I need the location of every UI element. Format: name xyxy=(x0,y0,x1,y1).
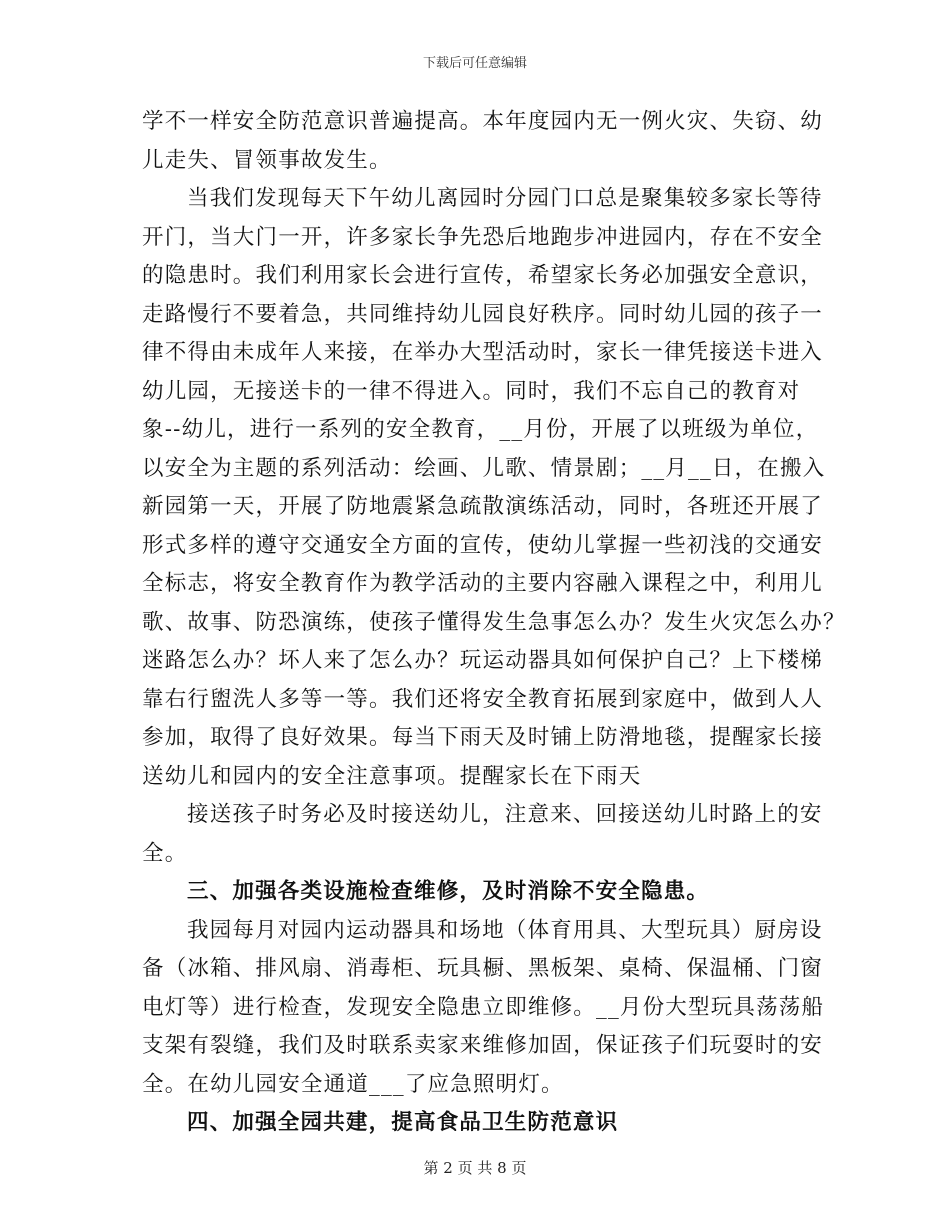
paragraph-line: 以安全为主题的系列活动：绘画、儿歌、情景剧；__月__日，在搬入 xyxy=(142,455,826,481)
section-heading: 三、加强各类设施检查维修，及时消除不安全隐患。 xyxy=(187,879,710,904)
paragraph-line: 当我们发现每天下午幼儿离园时分园门口总是聚集较多家长等待 xyxy=(187,186,823,211)
paragraph-line: 送幼儿和园内的安全注意事项。提醒家长在下雨天 xyxy=(142,763,642,789)
paragraph-line: 走路慢行不要着急，共同维持幼儿园良好秩序。同时幼儿园的孩子一 xyxy=(142,301,824,327)
paragraph-line: 迷路怎么办？坏人来了怎么办？玩运动器具如何保护自己？上下楼梯 xyxy=(142,648,824,673)
paragraph-line: 象--幼儿，进行一系列的安全教育，__月份，开展了以班级为单位， xyxy=(142,417,819,442)
paragraph-line: 全标志，将安全教育作为教学活动的主要内容融入课程之中，利用儿 xyxy=(142,571,824,596)
paragraph-line: 备（冰箱、排风扇、消毒柜、玩具橱、黑板架、桌椅、保温桶、门窗 xyxy=(142,956,824,981)
paragraph-line: 靠右行盥洗人多等一等。我们还将安全教育拓展到家庭中，做到人人 xyxy=(142,686,824,712)
page-header: 下载后可任意编辑 xyxy=(422,56,527,71)
paragraph-line: 电灯等）进行检查，发现安全隐患立即维修。__月份大型玩具荡荡船 xyxy=(142,994,825,1020)
paragraph-line: 开门，当大门一开，许多家长争先恐后地跑步冲进园内，存在不安全 xyxy=(142,224,824,250)
paragraph-line: 接送孩子时务必及时接送幼儿，注意来、回接送幼儿时路上的安 xyxy=(187,802,823,827)
paragraph-line: 支架有裂缝，我们及时联系卖家来维修加固，保证孩子们玩耍时的安 xyxy=(142,1033,824,1058)
paragraph-line: 新园第一天，开展了防地震紧急疏散演练活动，同时，各班还开展了 xyxy=(142,494,824,519)
paragraph-line: 儿走失、冒领事故发生。 xyxy=(142,147,392,173)
page-footer: 第 2 页 共 8 页 xyxy=(423,1159,527,1177)
paragraph-line: 歌、故事、防恐演练，使孩子懂得发生急事怎么办？发生火灾怎么办？ xyxy=(142,609,846,635)
paragraph-line: 的隐患时。我们利用家长会进行宣传，希望家长务必加强安全意识， xyxy=(142,263,824,288)
paragraph-line: 我园每月对园内运动器具和场地（体育用具、大型玩具）厨房设 xyxy=(187,917,823,943)
paragraph-line: 律不得由未成年人来接，在举办大型活动时，家长一律凭接送卡进入 xyxy=(142,340,824,365)
paragraph-line: 幼儿园，无接送卡的一律不得进入。同时，我们不忘自己的教育对 xyxy=(142,378,801,404)
paragraph-line: 学不一样安全防范意识普遍提高。本年度园内无一例火灾、失窃、幼 xyxy=(142,109,824,134)
section-heading: 四、加强全园共建，提高食品卫生防范意识 xyxy=(187,1110,619,1135)
paragraph-line: 参加，取得了良好效果。每当下雨天及时铺上防滑地毯，提醒家长接 xyxy=(142,725,824,750)
paragraph-line: 全。在幼儿园安全通道___了应急照明灯。 xyxy=(142,1071,564,1097)
paragraph-line: 全。 xyxy=(142,840,188,866)
paragraph-line: 形式多样的遵守交通安全方面的宣传，使幼儿掌握一些初浅的交通安 xyxy=(142,532,824,558)
